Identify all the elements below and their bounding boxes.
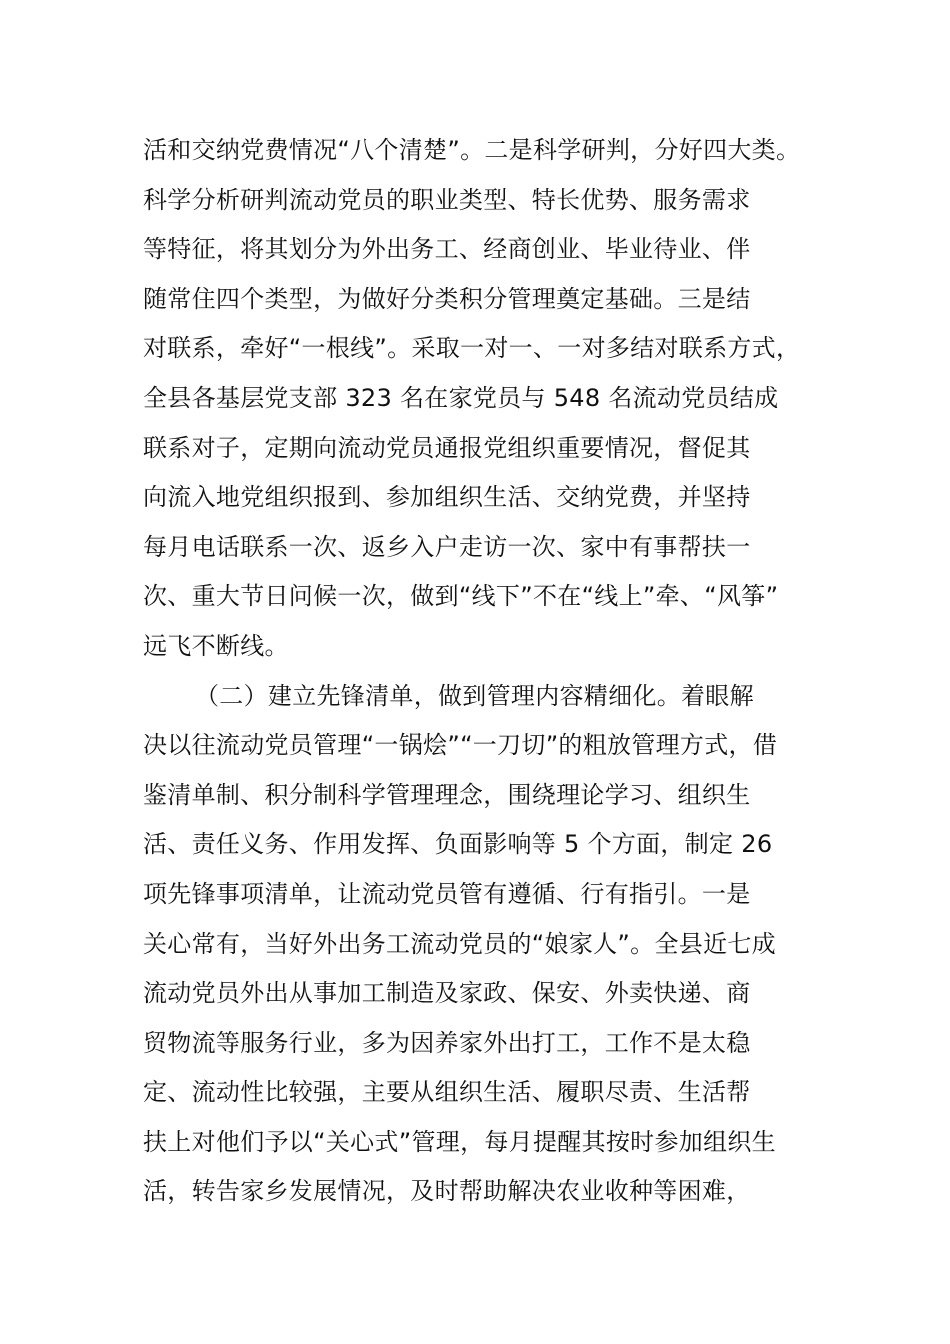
text-line: 贸物流等服务行业，多为因养家外出打工，工作不是太稳 — [143, 1028, 751, 1057]
text-line: 定、流动性比较强，主要从组织生活、履职尽责、生活帮 — [143, 1078, 751, 1107]
text-line: 等特征，将其划分为外出务工、经商创业、毕业待业、伴 — [143, 235, 751, 264]
body-text — [143, 126, 843, 1217]
text-line: 向流入地党组织报到、参加组织生活、交纳党费，并坚持 — [143, 483, 751, 512]
text-line: 决以往流动党员管理“一锅烩”“一刀切”的粗放管理方式，借 — [143, 731, 778, 760]
text-line: 活，转告家乡发展情况，及时帮助解决农业收种等困难， — [143, 1177, 751, 1206]
text-line: 次、重大节日问候一次，做到“线下”不在“线上”牵、“风筝” — [143, 582, 779, 611]
text-line: 扶上对他们予以“关心式”管理，每月提醒其按时参加组织生 — [143, 1127, 776, 1156]
text-line: 随常住四个类型，为做好分类积分管理奠定基础。三是结 — [143, 284, 751, 313]
text-line: 活、责任义务、作用发挥、负面影响等 5 个方面，制定 26 — [143, 830, 773, 859]
text-line: 对联系，牵好“一根线”。采取一对一、一对多结对联系方式， — [143, 334, 801, 363]
text-line: 远飞不断线。 — [143, 631, 289, 660]
text-line: 流动党员外出从事加工制造及家政、保安、外卖快递、商 — [143, 979, 751, 1008]
text-line: 关心常有，当好外出务工流动党员的“娘家人”。全县近七成 — [143, 929, 776, 958]
text-line: 活和交纳党费情况“八个清楚”。二是科学研判，分好四大类。 — [143, 136, 801, 164]
text-line: 鉴清单制、积分制科学管理理念，围绕理论学习、组织生 — [143, 780, 751, 809]
text-line: 全县各基层党支部 323 名在家党员与 548 名流动党员结成 — [143, 383, 779, 412]
text-line: 联系对子，定期向流动党员通报党组织重要情况，督促其 — [143, 433, 751, 462]
text-line: 每月电话联系一次、返乡入户走访一次、家中有事帮扶一 — [143, 532, 751, 561]
section-heading-line: （二）建立先锋清单，做到管理内容精细化。着眼解 — [195, 681, 754, 710]
text-line: 科学分析研判流动党员的职业类型、特长优势、服务需求 — [143, 185, 751, 214]
text-line: 项先锋事项清单，让流动党员管有遵循、行有指引。一是 — [143, 879, 751, 908]
